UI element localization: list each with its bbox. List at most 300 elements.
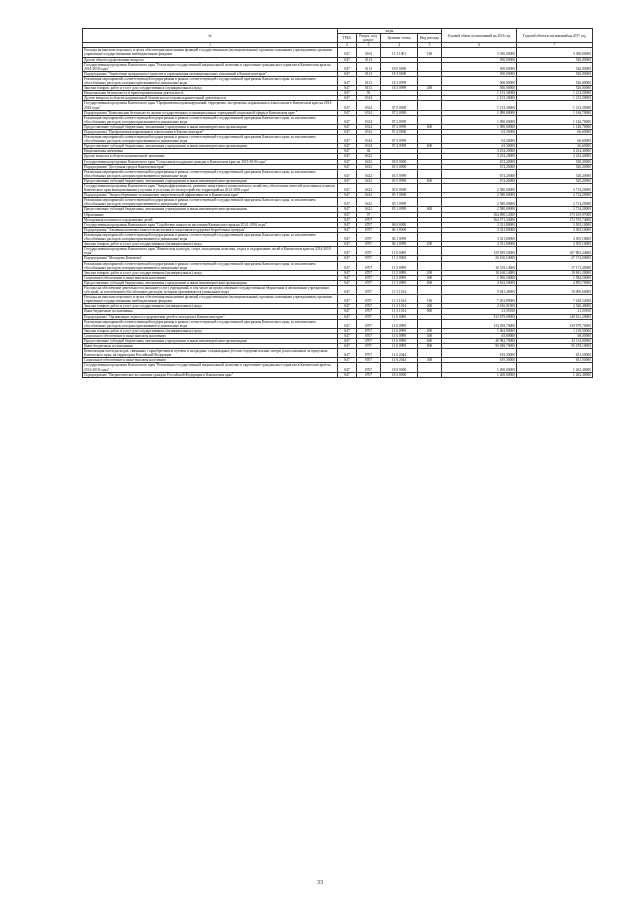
row-razdel: 0412: [357, 207, 381, 212]
row-target: 07 2 0999: [381, 124, 418, 129]
row-razdel: 0707: [357, 256, 381, 261]
row-razdel: 0113: [357, 76, 381, 85]
col-num-7: 7: [517, 43, 593, 48]
table-row: [83, 115, 593, 124]
row-razdel: 0707: [357, 304, 381, 309]
row-2016: 16 319,14000: [442, 261, 517, 270]
row-2017: 4 895,70000: [517, 280, 593, 285]
table-row: [83, 285, 593, 294]
row-2017: 66,60000: [517, 135, 593, 144]
row-grbs: 847: [338, 227, 357, 232]
row-name: Подпрограмма "Профилактика наркомании и алкоголизма в Камчатском крае": [83, 129, 338, 134]
row-2017: 2 540,48000: [517, 304, 593, 309]
row-2017: 3 234,40000: [517, 149, 593, 154]
row-razdel: 0412: [357, 169, 381, 178]
row-vr: [418, 184, 442, 193]
row-2017: 66,60000: [517, 129, 593, 134]
row-2017: 651,50000: [517, 349, 593, 358]
row-vr: 600: [418, 339, 442, 344]
row-grbs: 847: [338, 115, 357, 124]
table-row: [83, 261, 593, 270]
row-2016: 1 200,00000: [442, 372, 517, 377]
row-target: 18 0 0000: [381, 363, 418, 372]
row-grbs: 847: [338, 96, 357, 101]
row-2016: 21,59100: [442, 309, 517, 314]
row-vr: 200: [418, 242, 442, 247]
row-razdel: 0113: [357, 86, 381, 91]
row-2016: 9 841,40000: [442, 285, 517, 294]
header-grbs: ГРБС: [338, 34, 357, 43]
row-razdel: 0707: [357, 217, 381, 222]
row-grbs: 847: [338, 328, 357, 333]
row-razdel: 0314: [357, 129, 381, 134]
row-target: 11 5 1014: [381, 295, 418, 304]
row-razdel: 03: [357, 91, 381, 96]
row-target: 07 4 0999: [381, 144, 418, 149]
row-2016: 3 331,80000: [442, 227, 517, 232]
row-razdel: 0707: [357, 349, 381, 358]
row-2017: 10 691,20000: [517, 270, 593, 275]
row-2017: 68,30000: [517, 333, 593, 338]
table-row: [83, 62, 593, 71]
row-2017: 27 172,00000: [517, 256, 593, 261]
row-grbs: 847: [338, 309, 357, 314]
row-2016: 500,00000: [442, 76, 517, 85]
row-2017: 1 146,70000: [517, 110, 593, 115]
row-name: Подпрограмма "Молодежь Камчатки": [83, 256, 338, 261]
col-num-1: 1: [83, 43, 338, 48]
row-2017: 520,20000: [517, 164, 593, 169]
row-2017: 1 213,30000: [517, 91, 593, 96]
row-grbs: 847: [338, 232, 357, 241]
row-vr: 600: [418, 124, 442, 129]
row-name: Подпрограмма "Доступная среда в Камчатском крае": [83, 164, 338, 169]
table-row: [83, 372, 593, 377]
row-razdel: 0707: [357, 339, 381, 344]
col-num-3: 3: [357, 43, 381, 48]
row-2016: 674,20000: [442, 159, 517, 164]
row-razdel: 0412: [357, 178, 381, 183]
row-2017: 526,00000: [517, 76, 593, 85]
header-csr: Целевая статья: [381, 34, 418, 43]
row-2017: 651,50000: [517, 358, 593, 363]
row-2016: 2 616,91000: [442, 304, 517, 309]
row-name: Образование: [83, 212, 338, 217]
row-razdel: 0707: [357, 247, 381, 256]
row-name: Реализация мероприятий соответствующей подпрограммы в рамках соответствующей государственной программы Камчатского края, за исключением обособленных расходов, которым присваиваются уникальные коды: [83, 135, 338, 144]
row-target: 11 6 0999: [381, 319, 418, 328]
row-2017: 1 118,50000: [517, 328, 593, 333]
row-2017: 1 146,70000: [517, 115, 593, 124]
row-2016: 500,00000: [442, 62, 517, 71]
row-2016: 3 254,20000: [442, 149, 517, 154]
row-target: 05 0 0000: [381, 184, 418, 193]
row-name: Реализация мероприятий соответствующей подпрограммы в рамках соответствующей государственной программы Камчатского края, за исключением обособленных расходов, которым присваиваются уникальные коды: [83, 232, 338, 241]
row-2016: 674,20000: [442, 169, 517, 178]
budget-table: [82, 28, 593, 378]
table-row: [83, 363, 593, 372]
row-target: 11 5 1014: [381, 304, 418, 309]
row-2017: 520,20000: [517, 169, 593, 178]
row-name: Подпрограмма "Энергосбережение и повышение энергетической эффективности в Камчатском крае": [83, 193, 338, 198]
row-2016: 1 090,00000: [442, 110, 517, 115]
row-target: 07 4 0999: [381, 135, 418, 144]
row-2017: 2 714,20000: [517, 207, 593, 212]
row-razdel: 0707: [357, 333, 381, 338]
row-razdel: 0707: [357, 285, 381, 294]
row-name: Государственная программа Камчатского края "Содействие занятости населения Камчатского края на 2014 -2016 годы": [83, 222, 338, 227]
table-row: [83, 135, 593, 144]
row-grbs: 847: [338, 275, 357, 280]
row-vr: 800: [418, 344, 442, 349]
row-razdel: 0707: [357, 372, 381, 377]
row-grbs: 847: [338, 261, 357, 270]
row-target: 03 5 0999: [381, 178, 418, 183]
row-razdel: 04: [357, 149, 381, 154]
row-2016: 10 160,14000: [442, 270, 517, 275]
row-grbs: 847: [338, 285, 357, 294]
row-grbs: 847: [338, 129, 357, 134]
header-vr: Вид расхода: [418, 34, 442, 43]
row-2016: 500,00000: [442, 57, 517, 62]
row-target: 06 1 0999: [381, 232, 418, 241]
row-name: Иные бюджетные ассигнования: [83, 309, 338, 314]
row-vr: 100: [418, 295, 442, 304]
row-target: 03 5 0999: [381, 169, 418, 178]
row-razdel: 0113: [357, 57, 381, 62]
row-razdel: 0707: [357, 242, 381, 247]
row-razdel: 0707: [357, 280, 381, 285]
row-target: 07 2 0000: [381, 110, 418, 115]
row-target: 05 1 0999: [381, 207, 418, 212]
row-target: 11 5 0999: [381, 280, 418, 285]
row-target: 18 2 0000: [381, 372, 418, 377]
row-target: 11 5 0000: [381, 256, 418, 261]
row-2016: 1 090,00000: [442, 115, 517, 124]
row-razdel: 0314: [357, 144, 381, 149]
row-grbs: 847: [338, 270, 357, 275]
row-2016: 3 331,80000: [442, 222, 517, 227]
row-grbs: 847: [338, 135, 357, 144]
row-vr: 600: [418, 280, 442, 285]
row-grbs: 847: [338, 304, 357, 309]
row-target: 18 3 0000: [381, 71, 418, 76]
row-vr: [418, 261, 442, 270]
row-razdel: 0412: [357, 159, 381, 164]
row-grbs: 847: [338, 159, 357, 164]
row-vr: [418, 198, 442, 207]
table-row: [83, 247, 593, 256]
row-2017: 95 678,10000: [517, 344, 593, 349]
row-grbs: 847: [338, 110, 357, 115]
row-name: Закупка товаров, работ и услуг для государственных (муниципальных) нужд: [83, 328, 338, 333]
row-grbs: 847: [338, 222, 357, 227]
row-vr: [418, 247, 442, 256]
row-vr: 800: [418, 309, 442, 314]
row-vr: 200: [418, 328, 442, 333]
row-grbs: 847: [338, 154, 357, 159]
row-grbs: 847: [338, 57, 357, 62]
row-2016: 2 580,00000: [442, 207, 517, 212]
row-name: Государственная программа Камчатского края "Профилактика правонарушений, терроризма, экстремизма, наркомании и алкоголизма в Камчатском крае на 2014-2018 годы": [83, 101, 338, 110]
row-name: Государственная программа Камчатского края "Реализация государственной национальной политики и укрепление гражданского единства в Камчатском крае на 2014-2018 годы": [83, 363, 338, 372]
row-2016: 133 679,00000: [442, 314, 517, 319]
row-razdel: 0314: [357, 124, 381, 129]
row-razdel: 0412: [357, 184, 381, 193]
row-vr: 300: [418, 358, 442, 363]
table-row: [83, 101, 593, 110]
row-2016: 65,00000: [442, 333, 517, 338]
row-grbs: 847: [338, 62, 357, 71]
row-2017: 139 979,70000: [517, 319, 593, 328]
row-name: Государственная программа Камчатского края "Физическая культура, спорт, молодежная политика, отдых и оздоровление детей в Камчатском крае на 2014-2018 годы": [83, 247, 338, 256]
row-2016: 619,30000: [442, 349, 517, 358]
row-name: Другие вопросы в области национальной экономики: [83, 154, 338, 159]
row-target: 06 1 0999: [381, 242, 418, 247]
row-grbs: 847: [338, 212, 357, 217]
row-2016: 63,30000: [442, 129, 517, 134]
row-2017: 520,20000: [517, 178, 593, 183]
row-name: Компенсация части расходов, связанных с приобретением путевок в загородные стационарные детские оздоровительные лагеря, расположенные за пределами Камчатского края, на территории Российской Федерации: [83, 349, 338, 358]
budget-rows: [83, 48, 593, 377]
row-2016: 26 160,54000: [442, 256, 517, 261]
row-name: Реализация мероприятий соответствующей подпрограммы в рамках соответствующей государственной программы Камчатского края, за исключением обособленных расходов, которым присваиваются уникальные коды: [83, 169, 338, 178]
row-2017: 17 171,40000: [517, 261, 593, 270]
row-razdel: 0707: [357, 363, 381, 372]
row-2017: 526,00000: [517, 57, 593, 62]
row-2016: 1 506,50000: [442, 275, 517, 280]
row-2017: 1 146,70000: [517, 124, 593, 129]
row-name: Подпрограмма "Патриотическое воспитание граждан Российской Федерации в Камчатском крае": [83, 372, 338, 377]
col-num-5: 5: [418, 43, 442, 48]
row-2016: 1 090,00000: [442, 124, 517, 129]
row-2016: 1 153,30000: [442, 101, 517, 110]
row-vr: 600: [418, 207, 442, 212]
row-grbs: 847: [338, 207, 357, 212]
row-razdel: 0412: [357, 164, 381, 169]
row-2017: 526,00000: [517, 71, 593, 76]
row-2017: 2 714,20000: [517, 184, 593, 193]
row-2016: 674,20000: [442, 178, 517, 183]
row-target: 11 6 0999: [381, 339, 418, 344]
row-name: Реализация мероприятий соответствующей подпрограммы в рамках соответствующей государственной программы Камчатского края, за исключением обособленных расходов, которым присваиваются уникальные коды: [83, 115, 338, 124]
row-name: Подпрограмма "Организация отдыха и оздоровления детей и молодежи в Камчатском крае": [83, 314, 338, 319]
row-name: Закупка товаров, работ и услуг для государственных (муниципальных) нужд: [83, 304, 338, 309]
row-grbs: 847: [338, 149, 357, 154]
row-2017: 167 803,24000: [517, 247, 593, 256]
row-grbs: 847: [338, 333, 357, 338]
row-name: Предоставление субсидий бюджетным, автономным учреждениям и иным некоммерческим организациям: [83, 144, 338, 149]
row-razdel: 07: [357, 212, 381, 217]
row-2016: 619,30000: [442, 358, 517, 363]
row-2017: 7 438,52000: [517, 295, 593, 304]
row-2017: 43 114,00000: [517, 339, 593, 344]
row-vr: [418, 135, 442, 144]
row-2017: 2 714,20000: [517, 193, 593, 198]
table-row: [83, 198, 593, 207]
row-target: 11 5 0999: [381, 275, 418, 280]
row-name: Подпрограмма "Комплексная безопасность жизни государственных и муниципальных учреждений социальной сферы в Камчатском крае ": [83, 110, 338, 115]
row-2017: 3 396,00000: [517, 48, 593, 57]
row-name: Государственная программа Камчатского края "Энергоэффективность, развитие энергетики и коммунального хозяйства, обеспечение жителей населенных пунктов Камчатского края коммунальными услугами и услугами по благоустройству территорий на 2014-2018 годы": [83, 184, 338, 193]
row-grbs: 847: [338, 344, 357, 349]
row-razdel: 0707: [357, 227, 381, 232]
row-2017: 140 631,20000: [517, 314, 593, 319]
row-2016: 40 982,70000: [442, 339, 517, 344]
row-target: 11 6 0999: [381, 328, 418, 333]
row-2016: 164 371,34000: [442, 217, 517, 222]
row-2017: 1 584,50000: [517, 275, 593, 280]
row-vr: 300: [418, 333, 442, 338]
row-grbs: 847: [338, 71, 357, 76]
row-name: Молодежная политика и оздоровление детей: [83, 217, 338, 222]
row-2016: 7 202,89000: [442, 295, 517, 304]
budget-table-page: [82, 28, 592, 378]
row-target: 03 5 0000: [381, 164, 418, 169]
row-2017: 3 505,10000: [517, 227, 593, 232]
row-2017: 3 505,10000: [517, 222, 593, 227]
row-grbs: 847: [338, 280, 357, 285]
row-name: Национальная безопасность и правоохранительная деятельность: [83, 91, 338, 96]
row-razdel: 0707: [357, 328, 381, 333]
row-target: 11 0 0000: [381, 247, 418, 256]
row-target: 11 6 2044: [381, 349, 418, 358]
row-grbs: 847: [338, 363, 357, 372]
row-razdel: 0707: [357, 222, 381, 227]
row-2016: 159 839,50000: [442, 247, 517, 256]
row-razdel: 0412: [357, 198, 381, 207]
col-num-4: 4: [381, 43, 418, 48]
row-2017: 21,59100: [517, 309, 593, 314]
row-vr: [418, 349, 442, 358]
row-target: 07 2 0999: [381, 115, 418, 124]
row-2016: 1 062,90000: [442, 328, 517, 333]
row-razdel: 0314: [357, 101, 381, 110]
row-vr: 200: [418, 270, 442, 275]
row-name: Реализация мероприятий соответствующей подпрограммы в рамках соответствующей государственной программы Камчатского края, за исключением обособленных расходов, которым присваиваются уникальные коды: [83, 261, 338, 270]
row-name: Предоставление субсидий бюджетным, автономным учреждениям и иным некоммерческим организациям: [83, 124, 338, 129]
row-name: Предоставление субсидий бюджетным, автономным учреждениям и иным некоммерческим организациям: [83, 178, 338, 183]
row-2016: 63,30000: [442, 135, 517, 144]
table-row: [83, 184, 593, 193]
row-grbs: 847: [338, 295, 357, 304]
table-row: [83, 232, 593, 241]
row-2016: 3 331,80000: [442, 232, 517, 241]
row-vr: [418, 62, 442, 71]
row-vr: [418, 363, 442, 372]
row-vr: [418, 169, 442, 178]
row-grbs: 847: [338, 372, 357, 377]
row-target: 11 5 0999: [381, 270, 418, 275]
row-name: Закупка товаров, работ и услуг для государственных (муниципальных) нужд: [83, 270, 338, 275]
row-2017: 173 105,97000: [517, 212, 593, 217]
row-grbs: 847: [338, 217, 357, 222]
row-target: 11 6 0999: [381, 333, 418, 338]
row-name: Национальная экономика: [83, 149, 338, 154]
row-2016: 3 396,00000: [442, 48, 517, 57]
row-name: Предоставление субсидий бюджетным, автономным учреждениям и иным некоммерческим организациям: [83, 280, 338, 285]
row-grbs: 847: [338, 124, 357, 129]
row-razdel: 0707: [357, 232, 381, 241]
row-name: Закупка товаров, работ и услуг для государственных (муниципальных) нужд: [83, 242, 338, 247]
row-razdel: 0314: [357, 110, 381, 115]
row-2017: 172 570,74000: [517, 217, 593, 222]
row-name: Социальное обеспечение и иные выплаты населению: [83, 275, 338, 280]
table-row: [83, 319, 593, 328]
row-razdel: 0314: [357, 96, 381, 101]
row-grbs: 847: [338, 86, 357, 91]
row-2017: 1 262,40000: [517, 372, 593, 377]
row-2017: 526,00000: [517, 62, 593, 71]
row-target: 11 5 1014: [381, 309, 418, 314]
col-num-6: 6: [442, 43, 517, 48]
table-row: [83, 48, 593, 57]
row-razdel: 0707: [357, 344, 381, 349]
row-grbs: 847: [338, 101, 357, 110]
row-grbs: 847: [338, 247, 357, 256]
row-target: 11 6 2044: [381, 358, 418, 363]
row-name: Расходы на обеспечение деятельности (оказание услуг) учреждений, в том числе на предоставление государственным бюджетным и автономным учреждениям субсидий, за исключением обособленных расходов, которым присваиваются уникальные коды: [83, 285, 338, 294]
row-name: Государственная программа Камчатского края "Социальная поддержка граждан в Камчатском крае на 2015-2018 годы": [83, 159, 338, 164]
row-target: 11 5 0999: [381, 261, 418, 270]
header-razdel: Раздел, под-раздел: [357, 34, 381, 43]
row-target: 07 4 0000: [381, 129, 418, 134]
row-vr: 200: [418, 304, 442, 309]
row-2017: 66,60000: [517, 144, 593, 149]
row-razdel: 0412: [357, 193, 381, 198]
row-2017: 3 505,10000: [517, 232, 593, 241]
row-name: Государственная программа Камчатского края "Реализация государственной национальной политики и укрепление гражданского единства в Камчатском крае на 2014-2018 годы": [83, 62, 338, 71]
row-vr: [418, 101, 442, 110]
row-vr: 200: [418, 86, 442, 91]
row-target: 05 1 0000: [381, 193, 418, 198]
row-2017: 2 714,20000: [517, 198, 593, 207]
row-2017: 526,00000: [517, 86, 593, 91]
row-name: Расходы на выплаты персоналу в целях обеспечения выполнения функций государственными (муниципальными) органами, казенными учреждениями, органами управления государственными внебюджетными фондами: [83, 48, 338, 57]
row-target: 18 3 0999: [381, 86, 418, 91]
row-razdel: 0707: [357, 309, 381, 314]
row-target: 07 0 0000: [381, 101, 418, 110]
row-2017: 3 505,10000: [517, 242, 593, 247]
row-2016: 164 890,12000: [442, 212, 517, 217]
row-target: 18 3 0999: [381, 76, 418, 85]
row-2017: 1 262,40000: [517, 363, 593, 372]
row-target: 06 0 0000: [381, 222, 418, 227]
row-razdel: 0314: [357, 115, 381, 124]
row-2016: 3 254,20000: [442, 154, 517, 159]
row-vr: [418, 372, 442, 377]
row-target: 11 6 0000: [381, 314, 418, 319]
row-vr: [418, 319, 442, 328]
row-grbs: 847: [338, 198, 357, 207]
row-name: Реализация мероприятий соответствующей подпрограммы в рамках соответствующей государственной программы Камчатского края, за исключением обособленных расходов, которым присваиваются уникальные коды: [83, 319, 338, 328]
row-name: Иные бюджетные ассигнования: [83, 344, 338, 349]
row-2016: 1 153,30000: [442, 91, 517, 96]
row-2016: 3 331,80000: [442, 242, 517, 247]
col-num-2: 2: [338, 43, 357, 48]
row-grbs: 847: [338, 76, 357, 85]
row-razdel: 0707: [357, 358, 381, 363]
row-2016: 63,30000: [442, 144, 517, 149]
header-2017: Годовой объем ассигнований на 2017 год: [517, 29, 593, 43]
row-razdel: 0113: [357, 62, 381, 71]
row-name: Подпрограмма "Активная политика занятости населения и социальная поддержка безработных граждан": [83, 227, 338, 232]
row-target: 05 1 0999: [381, 198, 418, 207]
row-target: 18 0 0000: [381, 62, 418, 71]
row-name: Другие общегосударственные вопросы: [83, 57, 338, 62]
row-2016: 2 580,00000: [442, 184, 517, 193]
row-2016: 500,00000: [442, 71, 517, 76]
